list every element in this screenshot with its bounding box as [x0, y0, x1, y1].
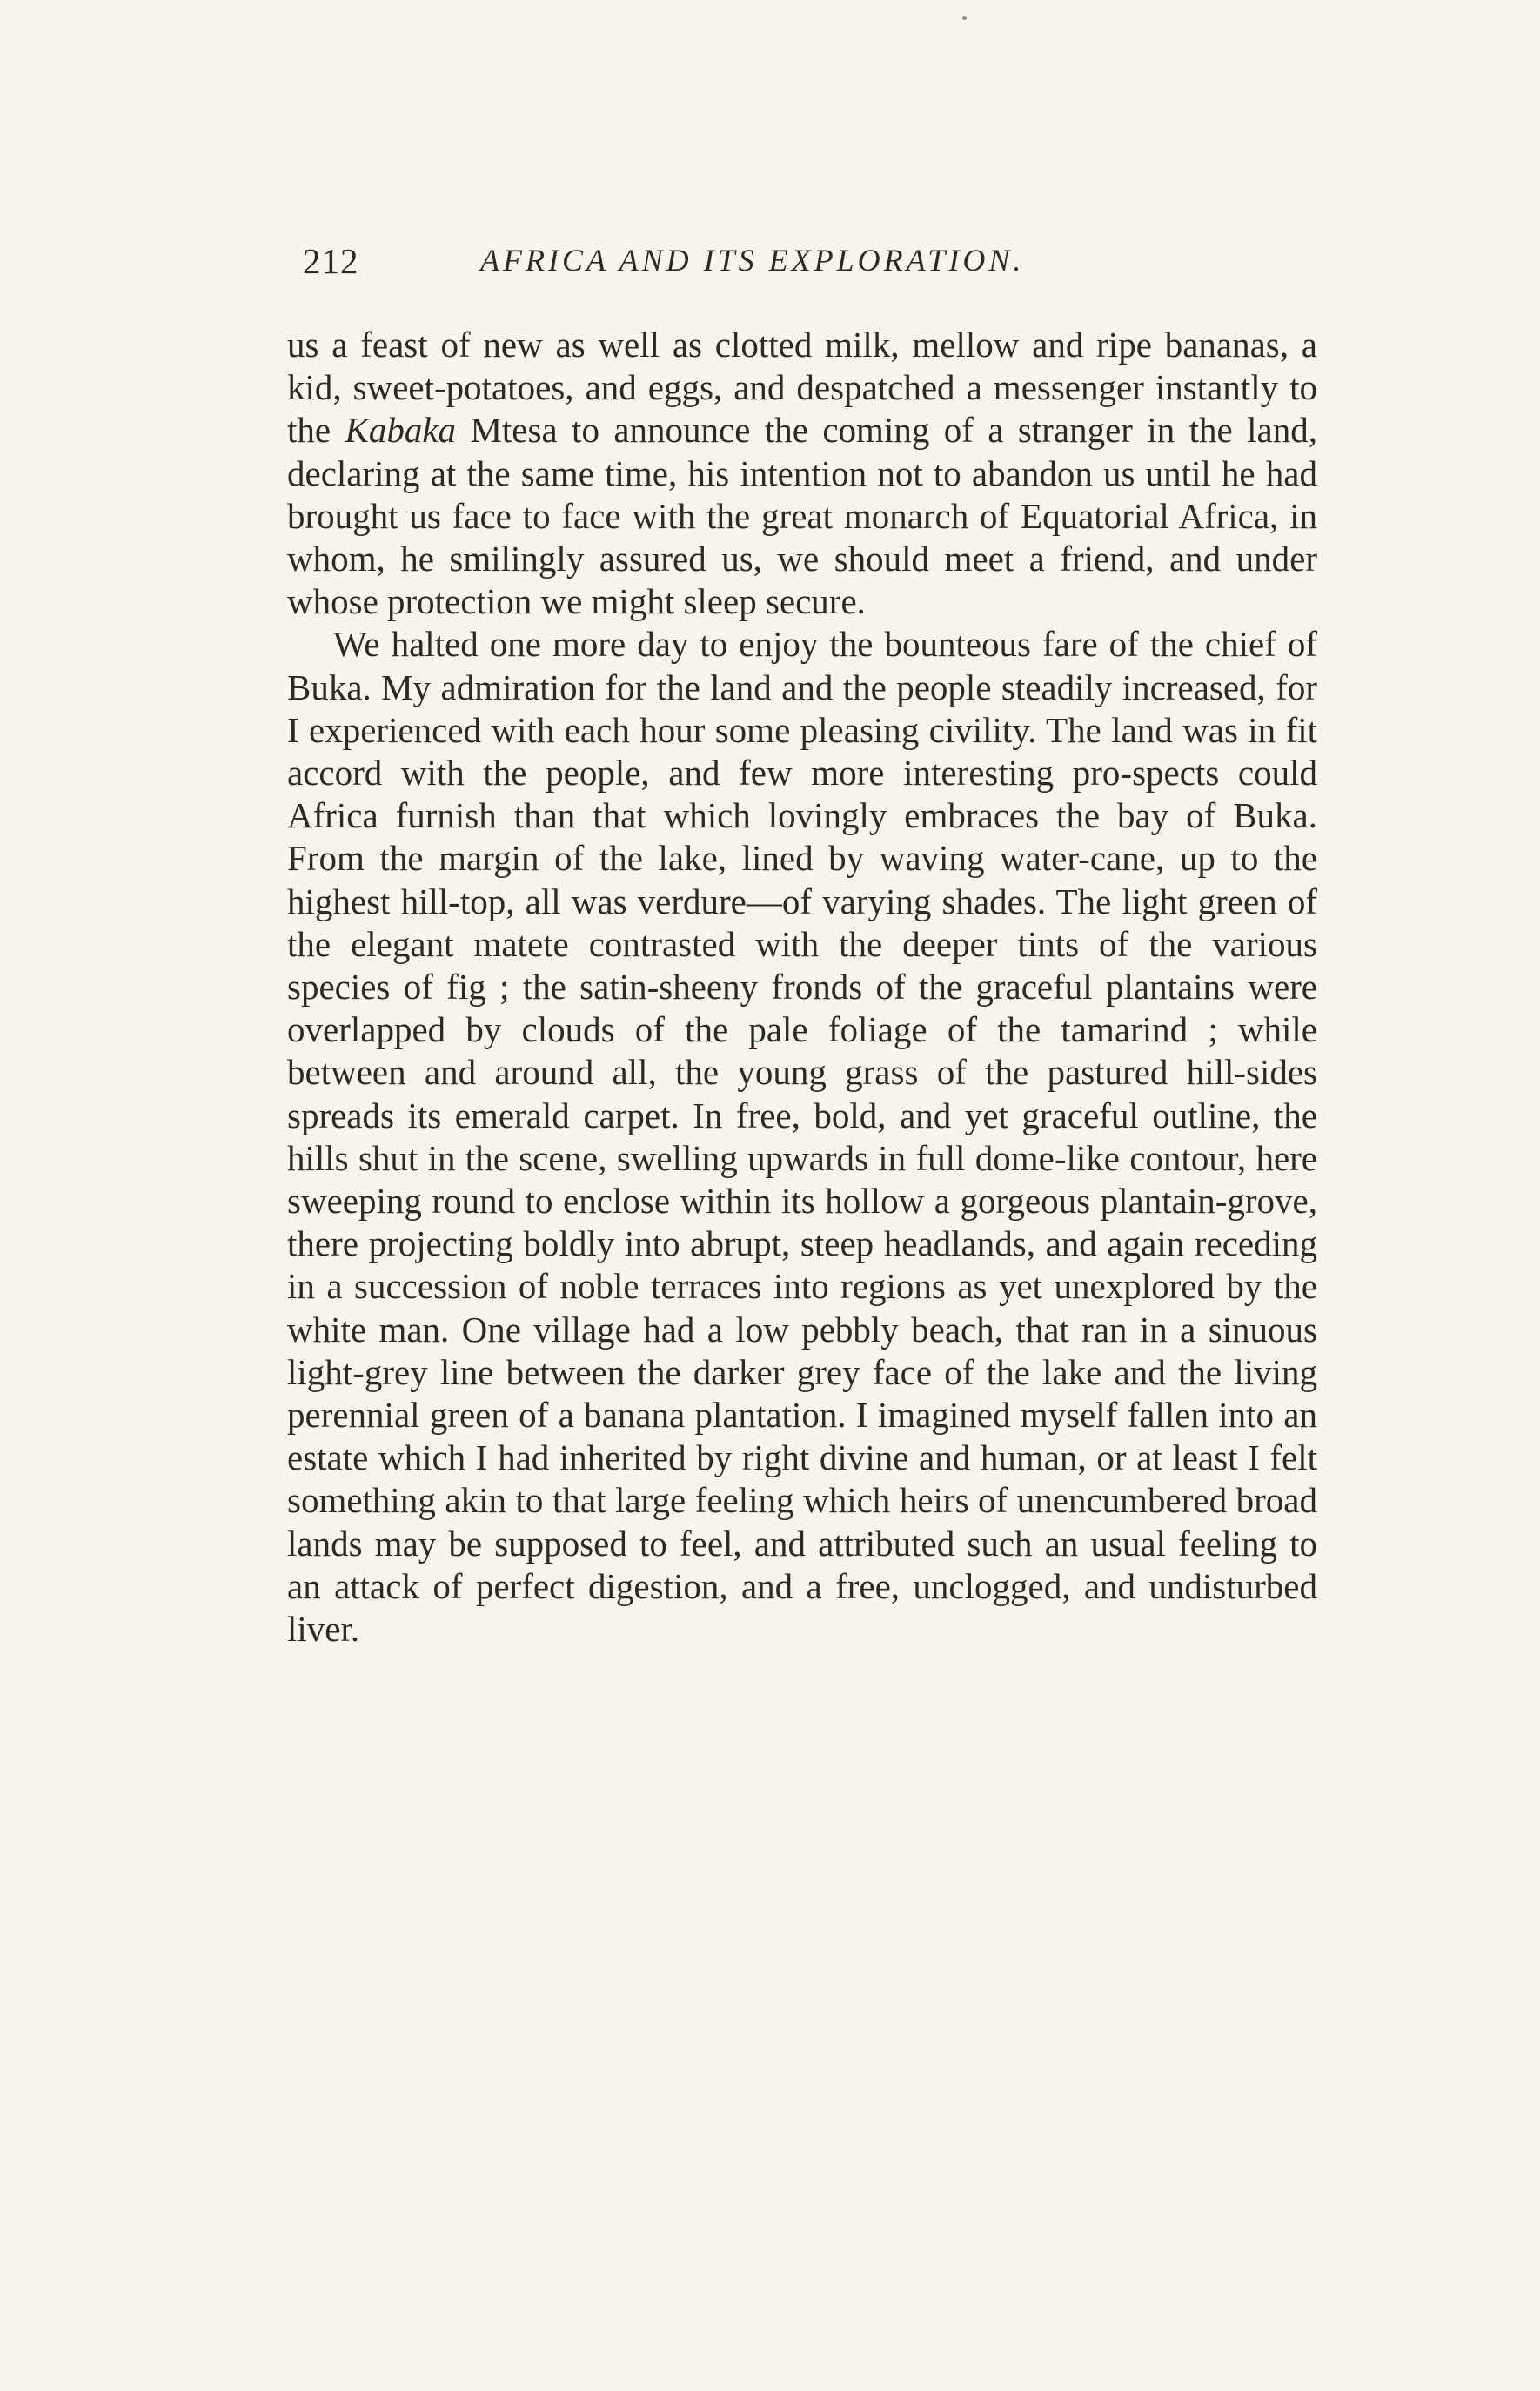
page-number: 212	[303, 241, 359, 281]
page-header	[287, 240, 1317, 289]
paragraph-2: We halted one more day to enjoy the bounteous fare of the chief of Buka. My admiration for the land and the people steadily increased, for I experienced with each hour some pleasing civility. The land was in fit accord with the people, and few more interesting pro-spects could Africa furnish than that which lovingly embraces the bay of Buka. From the margin of the lake, lined by waving water-cane, up to the highest hill-top, all was verdure—of varying shades. The light green of the elegant matete contrasted with the deeper tints of the various species of fig ; the satin-sheeny fronds of the graceful plantains were overlapped by clouds of the pale foliage of the tamarind ; while between and around all, the young grass of the pastured hill-sides spreads its emerald carpet. In free, bold, and yet graceful outline, the hills shut in the scene, swelling upwards in full dome-like contour, here sweeping round to enclose within its hollow a gorgeous plantain-grove, there projecting boldly into abrupt, steep headlands, and again receding in a succession of noble terraces into regions as yet unexplored by the white man. One village had a low pebbly beach, that ran in a sinuous light-grey line between the darker grey face of the lake and the living perennial green of a banana plantation. I imagined myself fallen into an estate which I had inherited by right divine and human, or at least I felt something akin to that large feeling which heirs of unencumbered broad lands may be supposed to feel, and attributed such an usual feeling to an attack of perfect digestion, and a free, unclogged, and undisturbed liver.	[287, 624, 1317, 1650]
kabaka-italic: Kabaka	[345, 410, 457, 451]
body-text	[287, 324, 1317, 1651]
paragraph-1	[287, 324, 1317, 623]
paragraph-1-text-b: Mtesa to announce the coming of a stranger in the land, declaring at the same time, his intention not to abandon us until he had brought us face to face with the great monarch of Equatorial Africa, in whom, he smilingly assured us, we should meet a friend, and under whose protection we might sleep secure.	[287, 410, 1317, 622]
running-head: AFRICA AND ITS EXPLORATION.	[480, 243, 1025, 278]
paragraph-1-text-a: us a feast of new as well as clotted milk, mellow and ripe bananas, a kid, sweet-potatoes, and eggs, and despatched a messenger instantly to the	[287, 325, 1317, 451]
paper-speck	[962, 16, 967, 20]
